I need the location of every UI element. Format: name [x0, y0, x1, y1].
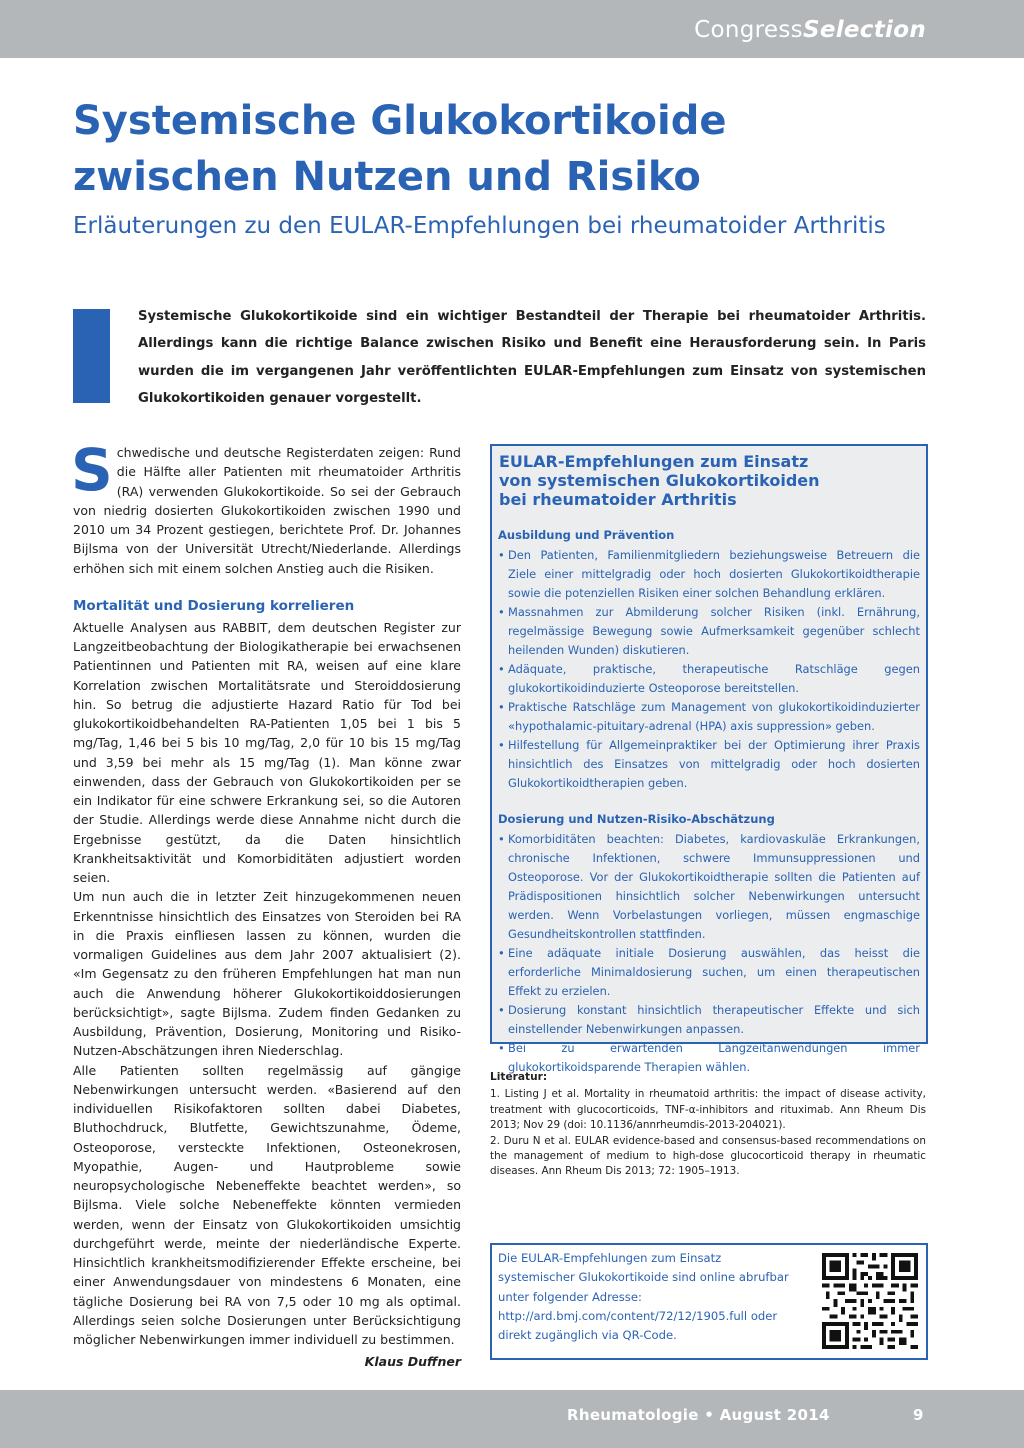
lead-paragraph: Systemische Glukokortikoide sind ein wichtiger Bestandteil der Therapie bei rheumatoider Arthritis. Allerdings kann die richtige Balance zwischen Risiko und Benefit eine Herausforderung sein. In Paris wurden die im vergangenen Jahr veröffentlichten EULAR-Empfehlungen zum Einsatz von systemischen Glukokortikoiden genauer vorgestellt. [138, 309, 926, 407]
title-line-2: zwischen Nutzen und Risiko [73, 154, 701, 200]
body-paragraph-1 [71, 436, 461, 578]
box-list-1 [498, 546, 920, 793]
list-item: • Praktische Ratschläge zum Management von glukokortikoidinduzierter «hypothalamic-pituitary-adrenal (HPA) axis suppression» geben. [498, 698, 920, 736]
list-item: • Komorbiditäten beachten: Diabetes, kardiovaskuläe Erkrankungen, chronische Infektionen, schwere Immunsuppressionen und Osteoporose. Vor der Glukokortikoidtherapie sollten die Patienten auf Prädispositionen hinsichtlich solcher Nebenwirkungen untersucht werden. Wenn Vorbelastungen vorliegen, müssen engmaschige Gesundheitskontrollen stattfinden. [498, 830, 920, 944]
author-name: Klaus Duffner [364, 1354, 461, 1370]
literature-section [490, 1070, 926, 1180]
body-paragraph-1-text: chwedische und deutsche Registerdaten zeigen: Rund die Hälfte aller Patienten mit rheumatoider Arthritis (RA) verwenden Glukokortikoide. So sei der Gebrauch von niedrig dosierten Glukokortikoiden zwischen 1990 und 2010 um 34 Prozent gestiegen, berichtete Prof. Dr. Johannes Bijlsma von der Universität Utrecht/Niederlande. Allerdings erhöhen sich mit einem solchen Anstieg auch die Risiken. [73, 445, 461, 576]
list-item: • Dosierung konstant hinsichtlich therapeutischer Effekte und sich einstellender Nebenwirkungen anpassen. [498, 1001, 920, 1039]
box-section-heading-1: Ausbildung und Prävention [498, 528, 675, 542]
literature-heading: Literatur: [490, 1071, 548, 1083]
reference-2: 2. Duru N et al. EULAR evidence-based and consensus-based recommendations on the management of medium to high-dose glucocorticoid therapy in rheumatic diseases. Ann Rheum Dis 2013; 72: 1905–1913. [490, 1134, 926, 1178]
article-title [73, 93, 973, 205]
body-paragraph-2: Aktuelle Analysen aus RABBIT, dem deutschen Register zur Langzeitbeobachtung der Biologikatherapie bei erwachsenen Patientinnen und Patienten mit RA, weisen auf eine klare Korrelation zwischen Mortalitätsrate und Steroiddosierung hin. So betrug die adjustierte Hazard Ratio für Tod bei glukokortikoidbehandelten RA-Patienten 1,05 bei 1 bis 5 mg/Tag, 1,46 bei 5 bis 10 mg/Tag, 2,0 für 10 bis 15 mg/Tag und 3,59 bei mehr als 15 mg/Tag (1). Man könne zwar einwenden, dass der Gebrauch von Glukokortikoiden per se ein Indikator für eine schwere Erkrankung sei, so die Autoren der Studie. Allerdings werde diese Annahme nicht durch die Ergebnisse gestützt, da die Daten hinsichtlich Krankheitsaktivität und Komorbiditäten adjustiert worden seien. [73, 619, 461, 885]
reference-1: 1. Listing J et al. Mortality in rheumatoid arthritis: the impact of disease activity, treatment with glucocorticoids, TNF-α-inhibitors and rituximab. Ann Rheum Dis 2013; Nov 29 (doi: 10.1136/annrheumdis-2013-204021). [490, 1088, 926, 1132]
list-item: • Den Patienten, Familienmitgliedern beziehungsweise Betreuern die Ziele einer mittelgradig oder hoch dosierten Glukokortikoidtherapie sowie die potenziellen Risiken einer solchen Behandlung erklären. [498, 546, 920, 603]
journal-info: Rheumatologie • August 2014 [567, 1406, 830, 1424]
body-column [71, 436, 461, 1372]
list-item: • Massnahmen zur Abmilderung solcher Risiken (inkl. Ernährung, regelmässige Bewegung sowie Aufmerksamkeit gegenüber schlecht heilenden Wunden) diskutieren. [498, 603, 920, 660]
recommendations-box [490, 444, 928, 1074]
online-info-box [490, 1243, 928, 1360]
section-heading: Mortalität und Dosierung korrelieren [73, 597, 355, 614]
title-line-1: Systemische Glukokortikoide [73, 98, 727, 144]
article-subtitle: Erläuterungen zu den EULAR-Empfehlungen bei rheumatoider Arthritis [73, 213, 886, 239]
body-paragraph-4: Alle Patienten sollten regelmässig auf gängige Nebenwirkungen untersucht werden. «Basierend auf den individuellen Risikofaktoren sollten dabei Diabetes, Bluthochdruck, Blutfette, Gewichtszunahme, Ödeme, Osteoporose, versteckte Infektionen, Osteonekrosen, Myopathie, Augen- und Hautprobleme sowie neuropsychologische Nebeneffekte beachtet werden», so Bijlsma. Viele solche Nebeneffekte könnten vermieden werden, wenn der Einsatz von Glukokortikoiden umsichtig durchgeführt werde, meinte der niederländische Experte. Hinsichtlich krankheitsmodifizierender Effekte erscheine, bei einer Anwendungsdauer von mindestens 6 Monaten, eine tägliche Dosierung bei RA von 7,5 oder 10 mg als optimal. Allerdings seien solche Dosierungen unter Berücksichtigung möglicher Nebenwirkungen immer individuell zu bestimmen. [73, 1062, 461, 1347]
list-item: • Adäquate, praktische, therapeutische Ratschläge gegen glukokortikoidinduzierte Osteoporose bereitstellen. [498, 660, 920, 698]
box-title-line-2: von systemischen Glukokortikoiden [499, 471, 820, 490]
drop-cap: S [71, 436, 113, 504]
brand-logo [694, 17, 926, 43]
header-bar [0, 0, 1024, 58]
online-info-text[interactable]: Die EULAR-Empfehlungen zum Einsatz systemischer Glukokortikoide sind online abrufbar unter folgender Adresse: http://ard.bmj.com/content/72/12/1905.full oder direkt zugänglich via QR-Code. [498, 1251, 789, 1343]
brand-bold: Selection [802, 17, 926, 43]
list-item: • Bei zu erwartenden Langzeitanwendungen immer glukokortikoidsparende Therapien wählen. [498, 1039, 920, 1077]
qr-code-icon[interactable] [822, 1253, 918, 1349]
footer-bar [0, 1390, 1024, 1448]
list-item: • Hilfestellung für Allgemeinpraktiker bei der Optimierung ihrer Praxis hinsichtlich des Einsatzes von mittelgradig oder hoch dosierten Glukokortikoidtherapien geben. [498, 736, 920, 793]
box-title-line-1: EULAR-Empfehlungen zum Einsatz [499, 452, 809, 471]
box-title [499, 452, 920, 509]
box-title-line-3: bei rheumatoider Arthritis [499, 490, 737, 509]
body-paragraph-3: Um nun auch die in letzter Zeit hinzugekommenen neuen Erkenntnisse hinsichtlich des Einsatzes von Steroiden bei RA in die Praxis einfliesen lassen zu können, wurden die vormaligen Guidelines aus dem Jahr 2007 aktualisiert (2). «Im Gegensatz zu den früheren Empfehlungen hat man nun auch die Anwendung höherer Glukokortikoiddosierungen berücksichtigt», sagte Bijlsma. Zudem finden Gedanken zu Ausbildung, Prävention, Dosierung, Monitoring und Risiko-Nutzen-Abschätzungen ihren Niederschlag. [73, 889, 461, 1059]
page-number: 9 [913, 1406, 924, 1424]
list-item: • Eine adäquate initiale Dosierung auswählen, das heisst die erforderliche Minimaldosierung suchen, um einen therapeutischen Effekt zu erzielen. [498, 944, 920, 1001]
box-section-heading-2: Dosierung und Nutzen-Risiko-Abschätzung [498, 812, 775, 826]
box-list-2 [498, 830, 920, 1077]
intro-bar-decoration [73, 309, 110, 403]
brand-light: Congress [694, 17, 803, 43]
